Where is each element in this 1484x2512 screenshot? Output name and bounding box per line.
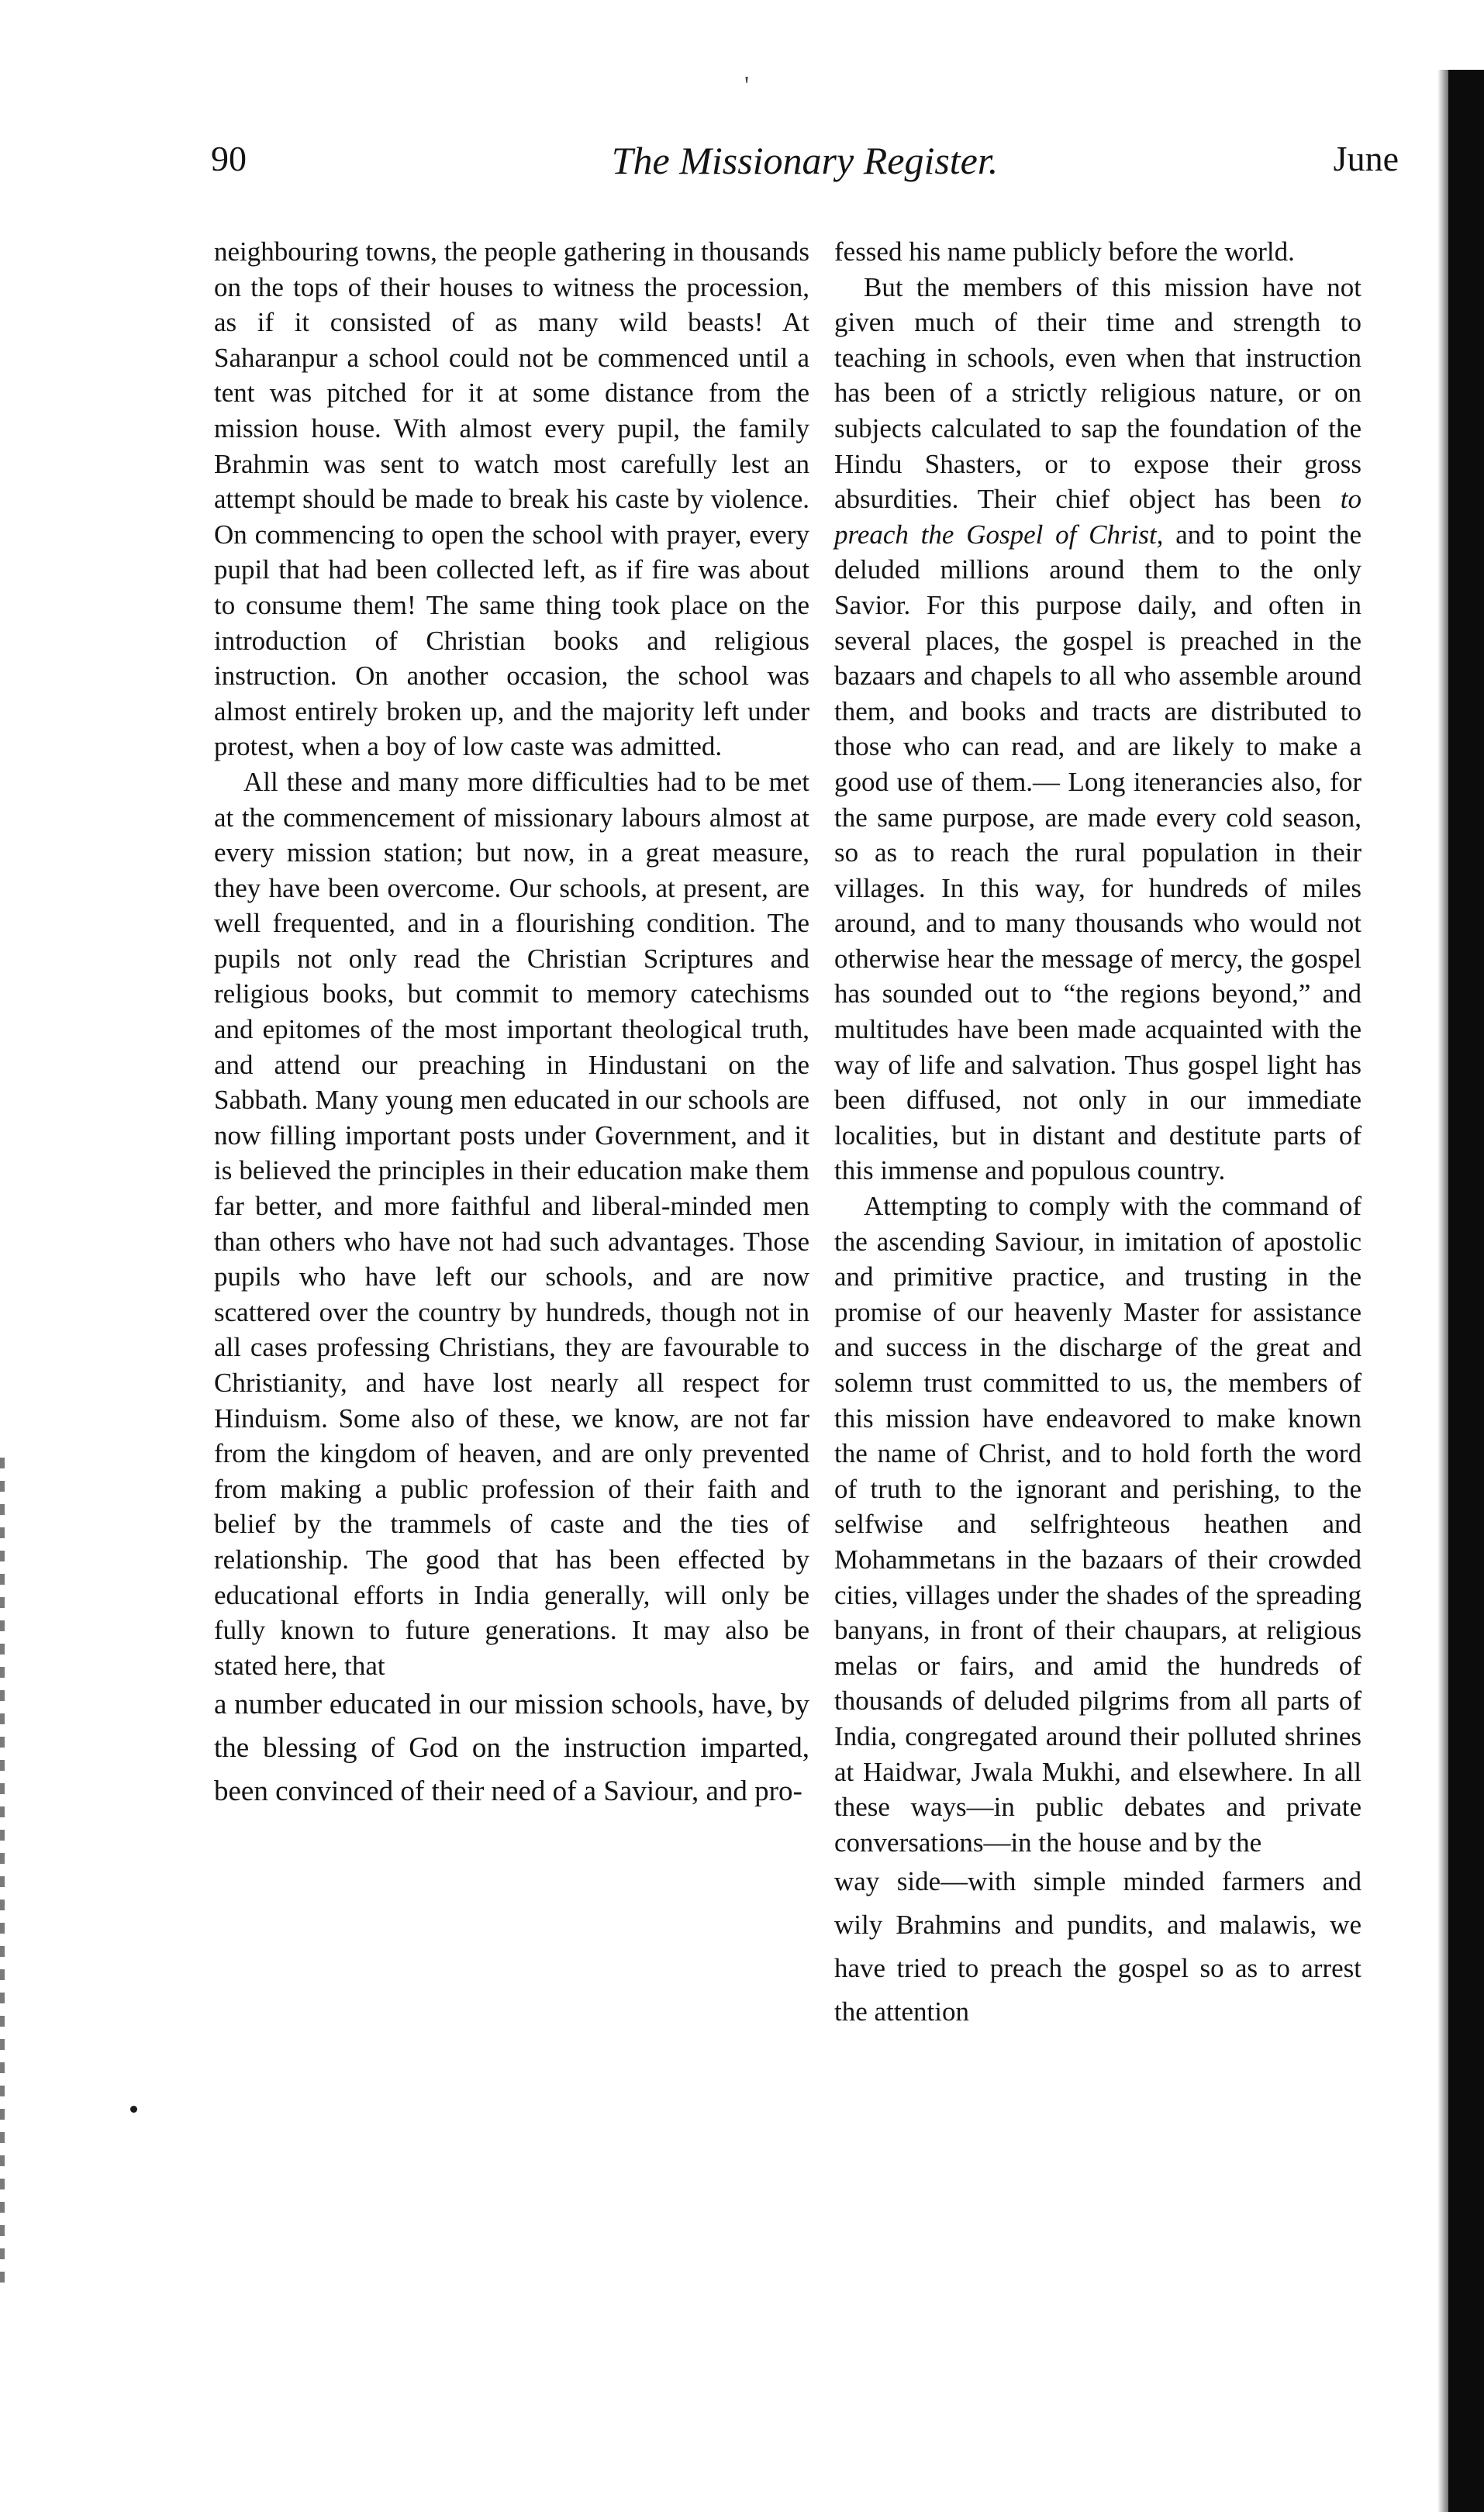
right-paragraph-1: fessed his name publicly before the world. xyxy=(834,236,1295,267)
right-paragraph-2-start: But the members of this mission have not given much of their time and strength to teaching in schools, even when that instruction has been of a strictly religious nature, or on subjects calculated to sap the foundation of the Hindu Shasters, or to expose their gross absurdities. Their chief object has been xyxy=(834,271,1361,515)
right-column xyxy=(834,234,1361,2034)
left-column xyxy=(214,234,809,1813)
page-header xyxy=(211,138,1399,195)
left-paragraph-1: neighbouring towns, the people gathering in thousands on the tops of their houses to witness the procession, as if it consisted of as many wild beasts! At Saharanpur a school could not be commenced until a tent was pitched for it at some distance from the mission house. With almost every pupil, the family Brahmin was sent to watch most carefully lest an attempt should be made to break his caste by violence. On commencing to open the school with prayer, every pupil that had been collected left, as if fire was about to consume them! The same thing took place on the introduction of Christian books and religious instruction. On another occasion, the school was almost entirely broken up, and the majority left under protest, when a boy of low caste was admitted. xyxy=(214,236,809,762)
right-paragraph-3-end: way side—with simple minded farmers and wily Brahmins and pundits, and malawis, we have tried to preach the gospel so as to arrest the attention xyxy=(834,1866,1361,2027)
scan-shadow-edge xyxy=(1448,70,1484,2512)
ink-speck xyxy=(130,2106,137,2113)
left-paragraph-2: All these and many more difficulties had to be met at the commencement of missionary labours almost at every mission station; but now, in a great measure, they have been overcome. Our schools, at present, are well frequented, and in a flourishing condition. The pupils not only read the Christian Scriptures and religious books, but commit to memory catechisms and epitomes of the most important theological truth, and attend our preaching in Hindustani on the Sabbath. Many young men educated in our schools are now filling important posts under Government, and it is believed the principles in their education make them far better, and more faithful and liberal-minded men than others who have not had such advantages. Those pupils who have left our schools, and are now scattered over the country by hundreds, though not in all cases professing Christians, they are favourable to Christianity, and have lost nearly all respect for Hinduism. Some also of these, we know, are not far from the kingdom of heaven, and are only prevented from making a public profession of their faith and belief by the trammels of caste and the ties of relationship. The good that has been effected by educational efforts in India generally, will only be fully known to future generations. It may also be stated here, that xyxy=(214,766,809,1681)
right-paragraph-2-emphasis: to preach the Gospel of Christ, xyxy=(834,484,1361,550)
running-title: The Missionary Register. xyxy=(611,139,999,182)
right-paragraph-2 xyxy=(834,270,1361,1189)
page-number: 90 xyxy=(211,139,247,178)
right-paragraph-2-end: and to point the deluded millions around them to the only Savior. For this purpose daily, and often in several places, the gospel is preached in the bazaars and chapels to all who assemble around them, and books and tracts are distributed to those who can read, and are likely to make a good use of them.— Long itenerancies also, for the same purpose, are made every cold season, so as to reach the rural population in their villages. In this way, for hundreds of miles around, and to many thousands who would not otherwise hear the message of mercy, the gospel has sounded out to “the regions beyond,” and multitudes have been made acquainted with the way of life and salvation. Thus gospel light has been diffused, not only in our immediate localities, but in distant and destitute parts of this immense and populous country. xyxy=(834,519,1361,1186)
scan-margin-artifact xyxy=(0,1458,5,2295)
stray-mark: ' xyxy=(744,71,750,100)
left-paragraph-2-end: a number educated in our mission schools, have, by the blessing of God on the instruction imparted, been convinced of their need of a Saviour, and pro- xyxy=(214,1689,809,1808)
header-month: June xyxy=(1333,139,1399,178)
right-paragraph-3: Attempting to comply with the command of the ascending Saviour, in imitation of apostolic and primitive practice, and trusting in the promise of our heavenly Master for assistance and success in the discharge of the great and solemn trust committed to us, the members of this mission have endeavored to make known the name of Christ, and to hold forth the word of truth to the ignorant and perishing, to the selfwise and selfrighteous heathen and Mohammetans in the bazaars of their crowded cities, villages under the shades of the spreading banyans, in front of their chaupars, at religious melas or fairs, and amid the hundreds of thousands of deluded pilgrims from all parts of India, congregated around their polluted shrines at Haidwar, Jwala Mukhi, and elsewhere. In all these ways—in public debates and private conversations—in the house and by the xyxy=(834,1191,1361,1858)
